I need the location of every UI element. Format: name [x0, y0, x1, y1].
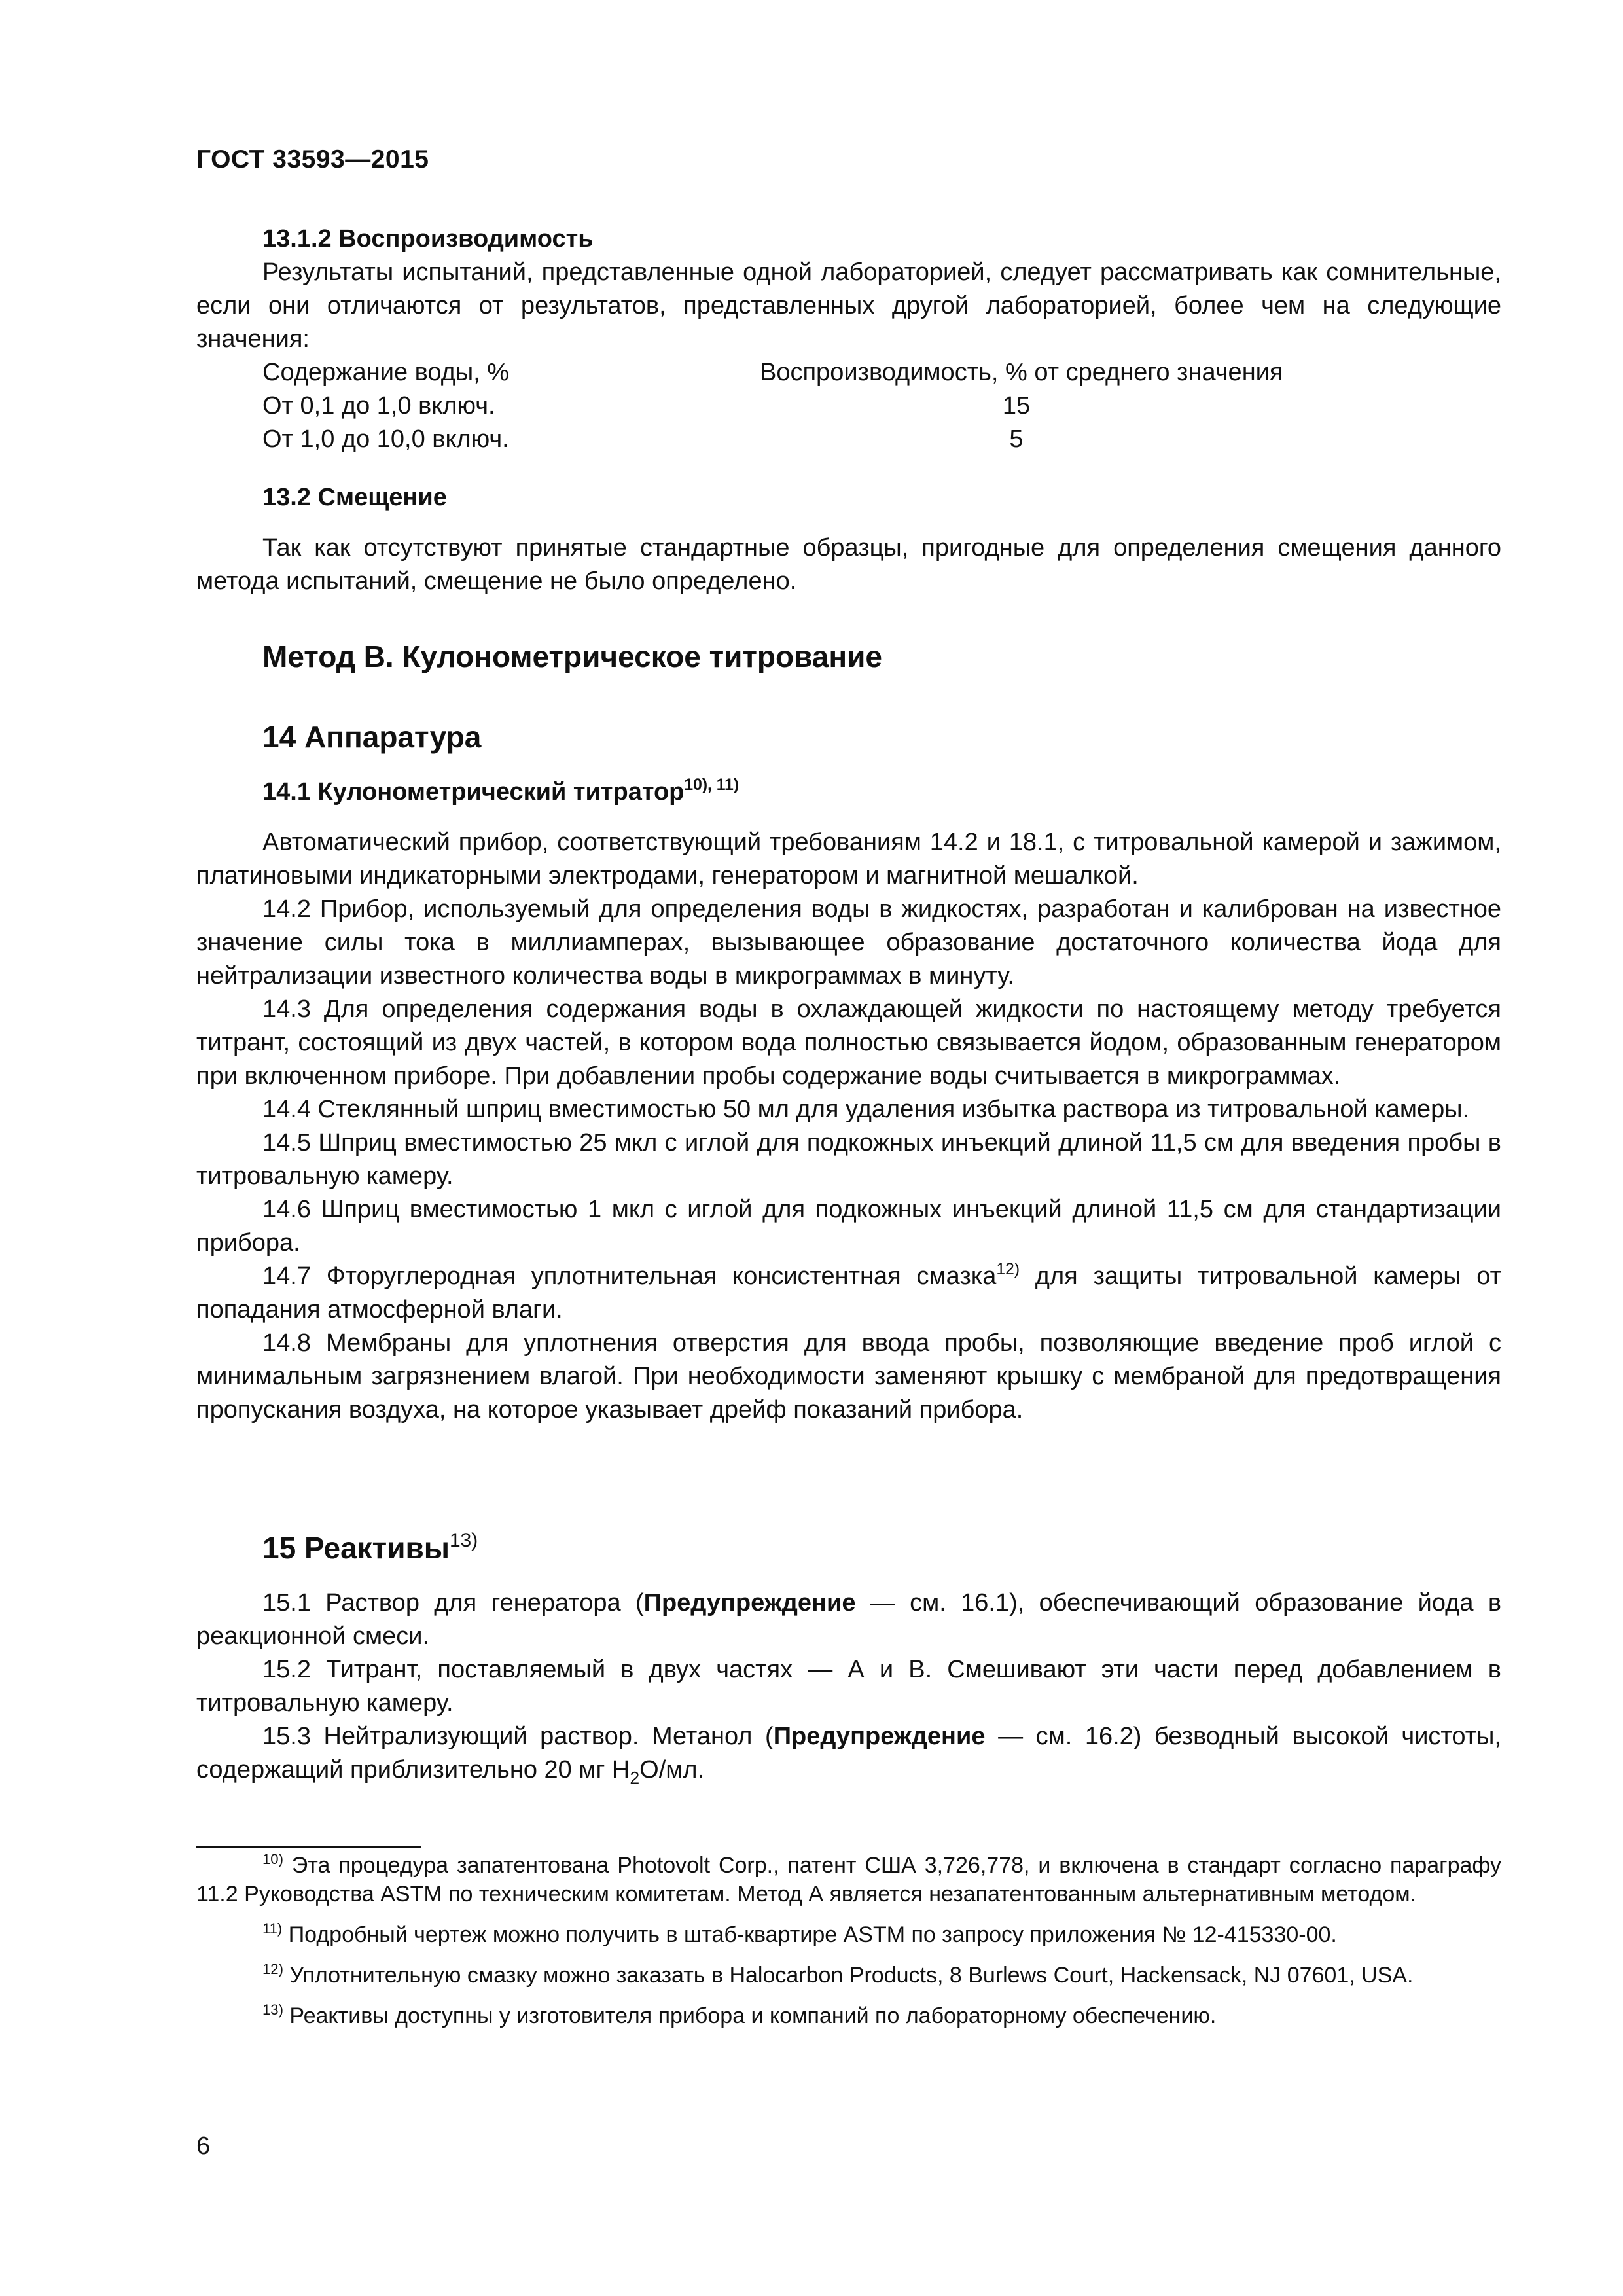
footnote — [196, 1920, 1501, 1949]
table-row — [196, 389, 1501, 423]
col-reproducibility-header: Воспроизводимость, % от среднего значения — [760, 359, 1283, 386]
footnote-mark: 12) — [262, 1960, 283, 1977]
footnote-text: Подробный чертеж можно получить в штаб-квартире ASTM по запросу приложения № 12-415330-00. — [282, 1922, 1337, 1947]
footnote-ref: 13) — [450, 1530, 478, 1552]
section-13-1-2-title: 13.1.2 Воспроизводимость — [262, 225, 594, 253]
section-14-1-title — [262, 776, 1501, 809]
footnote-text: Реактивы доступны у изготовителя прибора и компаний по лабораторному обеспечению. — [283, 2003, 1217, 2028]
paragraph-14-7-end: для защиты титровальной камеры от попадания атмосферной влаги. — [196, 1263, 1501, 1323]
paragraph-14-3: 14.3 Для определения содержания воды в охлаждающей жидкости по настоящему методу требуется титрант, состоящий из двух частей, в котором вода полностью связывается йодом, образованным генератором при включенном приборе. При добавлении пробы содержание воды считывается в микрограммах. — [196, 996, 1501, 1090]
footnote-mark: 10) — [262, 1850, 283, 1867]
page-number: 6 — [196, 2132, 211, 2160]
paragraph-14-8: 14.8 Мембраны для уплотнения отверстия для ввода пробы, позволяющие введение проб иглой с минимальным загрязнением влагой. При необходимости заменяют крышку с мембраной для предотвращения пропускания воздуха, на которое указывает дрейф показаний прибора. — [196, 1329, 1501, 1424]
paragraph-14-7 — [196, 1260, 1501, 1327]
subscript: 2 — [630, 1768, 640, 1788]
paragraph-14-4: 14.4 Стеклянный шприц вместимостью 50 мл для удаления избытка раствора из титровальной камеры. — [262, 1096, 1470, 1123]
row-range: От 1,0 до 10,0 включ. — [262, 425, 509, 453]
paragraph-14-6: 14.6 Шприц вместимостью 1 мкл с иглой для подкожных инъекций длиной 11,5 см для стандартизации прибора. — [196, 1196, 1501, 1257]
paragraph-14-5: 14.5 Шприц вместимостью 25 мкл с иглой для подкожных инъекций длиной 11,5 см для введения пробы в титровальную камеру. — [196, 1129, 1501, 1190]
footnote — [196, 1961, 1501, 1990]
method-b-title: Метод В. Кулонометрическое титрование — [262, 639, 882, 673]
paragraph-15-1 — [196, 1587, 1501, 1653]
footnote-divider — [196, 1846, 421, 1848]
section-14-title: 14 Аппаратура — [262, 720, 482, 754]
row-value: 5 — [1009, 425, 1024, 453]
paragraph-15-2: 15.2 Титрант, поставляемый в двух частях — А и В. Смешивают эти части перед добавлением в титровальную камеру. — [196, 1656, 1501, 1717]
warning-label: Предупреждение — [643, 1589, 856, 1617]
table-row — [196, 423, 1501, 456]
section-13-2-text: Так как отсутствуют принятые стандартные образцы, пригодные для определения смещения данного метода испытаний, смещение не было определено. — [196, 534, 1501, 595]
footnote-text: Эта процедура запатентована Photovolt Corp., патент США 3,726,778, и включена в стандарт согласно параграфу 11.2 Руководства ASTM по техническим комитетам. Метод А является незапатентованным альтернативным методом. — [196, 1853, 1501, 1907]
paragraph-15-1-end: — см. 16.1), обеспечивающий образование йода в реакционной смеси. — [196, 1589, 1502, 1650]
col-water-content-header: Содержание воды, % — [262, 359, 510, 386]
reproducibility-table-header — [196, 356, 1501, 389]
paragraph-14-2: 14.2 Прибор, используемый для определения воды в жидкостях, разработан и калиброван на известное значение силы тока в миллиамперах, вызывающее образование достаточного количества йода для нейтрализации известного количества воды в микрограммах в минуту. — [196, 895, 1501, 990]
section-14-1-title-text: 14.1 Кулонометрический титратор — [262, 778, 685, 806]
section-14 — [196, 776, 1501, 1427]
section-15 — [196, 1587, 1501, 1787]
section-15-title — [262, 1530, 478, 1566]
document-header: ГОСТ 33593—2015 — [196, 145, 429, 173]
footnotes — [196, 1851, 1501, 2042]
paragraph-15-3-end: O/мл. — [639, 1756, 705, 1784]
section-15-title-text: 15 Реактивы — [262, 1531, 450, 1565]
paragraph-14-7-start: 14.7 Фторуглеродная уплотнительная консистентная смазка — [262, 1263, 997, 1290]
footnote — [196, 1851, 1501, 1909]
paragraph-15-3-start: 15.3 Нейтрализующий раствор. Метанол ( — [262, 1723, 774, 1750]
footnote-ref: 10), 11) — [684, 776, 740, 795]
footnote — [196, 2001, 1501, 2030]
section-13-1-2 — [196, 223, 1501, 456]
warning-label: Предупреждение — [773, 1723, 986, 1750]
row-value: 15 — [1002, 392, 1031, 420]
footnote-mark: 11) — [262, 1920, 283, 1937]
paragraph-14-1: Автоматический прибор, соответствующий требованиям 14.2 и 18.1, с титровальной камерой и зажимом, платиновыми индикаторными электродами, генератором и магнитной мешалкой. — [196, 829, 1501, 889]
section-13-2-title: 13.2 Смещение — [262, 484, 447, 511]
section-13-1-2-intro: Результаты испытаний, представленные одной лабораторией, следует рассматривать как сомнительные, если они отличаются от результатов, представленных другой лабораторией, более чем на следующие значения: — [196, 259, 1501, 353]
paragraph-15-1-start: 15.1 Раствор для генератора ( — [262, 1589, 644, 1617]
row-range: От 0,1 до 1,0 включ. — [262, 392, 495, 420]
section-13-2 — [196, 481, 1501, 598]
footnote-ref: 12) — [996, 1261, 1020, 1279]
paragraph-15-3 — [196, 1720, 1501, 1787]
paragraph-15-3-mid: — см. 16.2) безводный высокой чистоты, содержащий приблизительно 20 мг H — [196, 1723, 1501, 1784]
footnote-text: Уплотнительную смазку можно заказать в Halocarbon Products, 8 Burlews Court, Hackensack, NJ 07601, USA. — [283, 1963, 1414, 1988]
footnote-mark: 13) — [262, 2001, 283, 2018]
